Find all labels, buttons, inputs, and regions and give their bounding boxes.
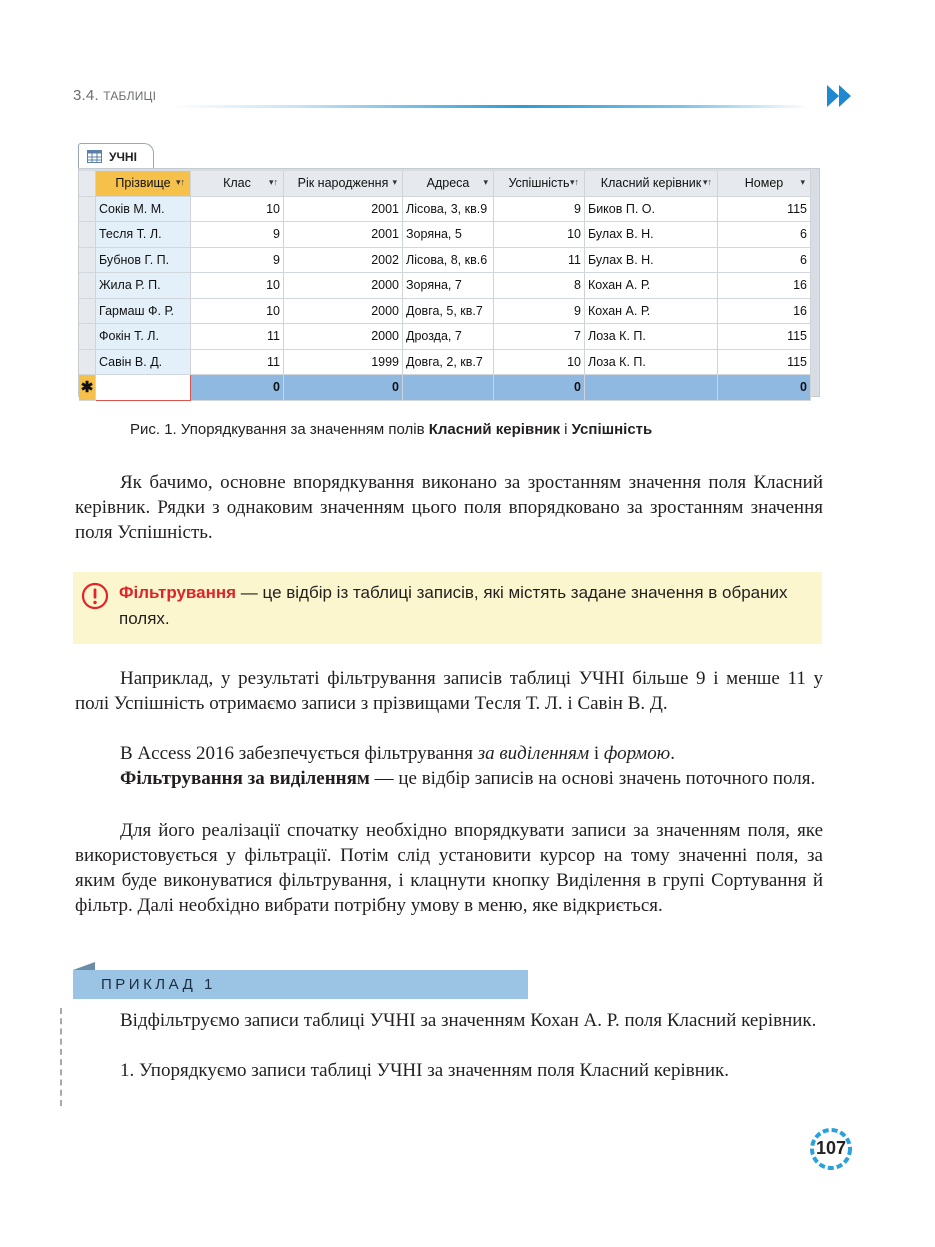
table-cell[interactable]: 0 (718, 375, 811, 401)
example-heading: ПРИКЛАД 1 (73, 970, 528, 999)
row-selector[interactable] (79, 196, 96, 222)
paragraph: Для його реалізації спочатку необхідно впорядкувати записи за значенням поля, яке використовується у фільтрації. Потім слід установити курсор на тому значенні поля, за яким буде виконуватися фільтрування, і клацнути кнопку Виділення в групі Сортування й фільтр. Далі необхідно вибрати потрібну умову в меню, яке відкриється. (75, 820, 823, 916)
table-cell[interactable]: Кохан А. Р. (585, 273, 718, 299)
column-header[interactable]: Успішність ▾↑ (494, 171, 585, 196)
table-cell[interactable]: Булах В. Н. (585, 222, 718, 248)
table-cell[interactable]: Савін В. Д. (96, 349, 191, 375)
example-margin-rule (60, 1008, 62, 1106)
table-cell[interactable]: 9 (191, 247, 284, 273)
table-cell[interactable]: Кохан А. Р. (585, 298, 718, 324)
table-cell[interactable]: 115 (718, 324, 811, 350)
table-cell[interactable]: 2000 (284, 273, 403, 299)
row-selector[interactable] (79, 324, 96, 350)
exclamation-icon (81, 582, 109, 610)
paragraph: Фільтрування за виділенням — це відбір записів на основі значень поточного поля. (120, 768, 816, 789)
example-paragraph: 1. Упорядкуємо записи таблиці УЧНІ за значенням поля Класний керівник. (120, 1060, 730, 1081)
section-title: ТАБЛИЦІ (103, 89, 157, 103)
sort-asc-icon: ▾↑ (268, 177, 278, 187)
table-cell[interactable]: 1999 (284, 349, 403, 375)
table-cell[interactable] (585, 375, 718, 401)
table-cell[interactable]: 16 (718, 273, 811, 299)
definition-box (73, 572, 822, 644)
column-header[interactable]: Рік народження ▾ (284, 171, 403, 196)
table-cell[interactable]: 11 (494, 247, 585, 273)
table-row[interactable] (79, 196, 811, 222)
row-selector[interactable] (79, 273, 96, 299)
table-cell[interactable]: Зоряна, 7 (403, 273, 494, 299)
example-bar-fold (73, 962, 95, 970)
table-cell[interactable]: Соків М. М. (96, 196, 191, 222)
paragraph: Як бачимо, основне впорядкування виконано за зростанням значення поля Класний керівник. Рядки з однаковим значенням цього поля впорядковано за зростанням значення поля Успішність. (75, 472, 823, 543)
table-cell[interactable]: Фокін Т. Л. (96, 324, 191, 350)
table-cell[interactable]: 10 (191, 196, 284, 222)
row-selector[interactable] (79, 349, 96, 375)
table-cell[interactable]: 10 (494, 349, 585, 375)
table-cell[interactable]: 9 (494, 196, 585, 222)
paragraph: В Access 2016 забезпечується фільтрування за виділенням і формою. (120, 743, 675, 764)
table-tab[interactable] (78, 143, 154, 170)
table-cell[interactable]: 8 (494, 273, 585, 299)
row-selector[interactable] (79, 222, 96, 248)
table-cell[interactable]: Лоза К. П. (585, 349, 718, 375)
dropdown-icon: ▾ (800, 177, 805, 187)
table-row[interactable] (79, 247, 811, 273)
table-cell[interactable]: Жила Р. П. (96, 273, 191, 299)
running-header (73, 87, 156, 104)
table-row[interactable] (79, 324, 811, 350)
header-rule (170, 105, 810, 108)
column-header[interactable]: Клас ▾↑ (191, 171, 284, 196)
tab-label: УЧНІ (109, 150, 137, 164)
table-cell[interactable]: Лісова, 8, кв.6 (403, 247, 494, 273)
dropdown-icon: ▾ (392, 177, 397, 187)
table-cell[interactable]: 7 (494, 324, 585, 350)
table-row[interactable] (79, 349, 811, 375)
table-cell[interactable]: Довга, 5, кв.7 (403, 298, 494, 324)
table-cell[interactable]: 10 (191, 298, 284, 324)
table-row[interactable] (79, 298, 811, 324)
table-cell[interactable]: 2000 (284, 298, 403, 324)
table-cell[interactable]: 6 (718, 247, 811, 273)
figure-caption: Рис. 1. Упорядкування за значенням полів Класний керівник і Успішність (130, 421, 653, 438)
table-cell[interactable]: Довга, 2, кв.7 (403, 349, 494, 375)
table-cell[interactable] (403, 375, 494, 401)
table-cell[interactable]: 115 (718, 349, 811, 375)
table-cell[interactable]: 2001 (284, 196, 403, 222)
column-header[interactable]: Адреса ▾ (403, 171, 494, 196)
sort-asc-icon: ▾↑ (569, 177, 579, 187)
table-cell[interactable]: 0 (191, 375, 284, 401)
table-cell[interactable]: Дрозда, 7 (403, 324, 494, 350)
table-cell[interactable]: 10 (191, 273, 284, 299)
column-header[interactable]: Класний керівник ▾↑ (585, 171, 718, 196)
definition-text: Фільтрування — це відбір із таблиці записів, які містять задане значення в обраних полях. (119, 583, 788, 628)
dropdown-icon: ▾ (483, 177, 488, 187)
table-cell[interactable]: Гармаш Ф. Р. (96, 298, 191, 324)
table-cell[interactable]: Бубнов Г. П. (96, 247, 191, 273)
table-cell[interactable]: 6 (718, 222, 811, 248)
table-cell[interactable] (96, 375, 191, 401)
table-cell[interactable]: 16 (718, 298, 811, 324)
double-chevron-icon (826, 82, 854, 110)
table-cell[interactable]: Зоряна, 5 (403, 222, 494, 248)
column-header[interactable]: Номер ▾ (718, 171, 811, 196)
example-paragraph: Відфільтруємо записи таблиці УЧНІ за значенням Кохан А. Р. поля Класний керівник. (120, 1010, 817, 1031)
sort-asc-icon: ▾↑ (175, 177, 185, 187)
table-cell[interactable]: Лоза К. П. (585, 324, 718, 350)
records-table (79, 171, 811, 401)
table-cell[interactable]: Тесля Т. Л. (96, 222, 191, 248)
table-row[interactable] (79, 222, 811, 248)
table-cell[interactable]: 10 (494, 222, 585, 248)
datasheet-figure (78, 143, 818, 395)
table-cell[interactable]: 2001 (284, 222, 403, 248)
sort-asc-icon: ▾↑ (702, 177, 712, 187)
table-cell[interactable]: 0 (494, 375, 585, 401)
table-row[interactable] (79, 273, 811, 299)
table-icon (87, 150, 102, 163)
table-cell[interactable]: Булах В. Н. (585, 247, 718, 273)
new-record-row[interactable] (79, 375, 811, 401)
table-cell[interactable]: 11 (191, 324, 284, 350)
header-row (79, 171, 811, 196)
table-cell[interactable]: 115 (718, 196, 811, 222)
row-selector[interactable] (79, 298, 96, 324)
datasheet-grid (78, 168, 820, 397)
column-header[interactable]: Прізвище ▾↑ (96, 171, 191, 196)
table-cell[interactable]: 9 (494, 298, 585, 324)
table-cell[interactable]: 2002 (284, 247, 403, 273)
page-number: 107 (815, 1138, 847, 1158)
section-number: 3.4. (73, 87, 99, 104)
select-all-corner[interactable] (79, 171, 96, 196)
table-cell[interactable]: 0 (284, 375, 403, 401)
table-cell[interactable]: Биков П. О. (585, 196, 718, 222)
paragraph: Наприклад, у результаті фільтрування записів таблиці УЧНІ більше 9 і менше 11 у полі Успішність отримаємо записи з прізвищами Тесля Т. Л. і Савін В. Д. (75, 668, 823, 714)
table-cell[interactable]: 11 (191, 349, 284, 375)
table-cell[interactable]: 9 (191, 222, 284, 248)
new-record-icon: ✱ (79, 375, 96, 401)
table-cell[interactable]: 2000 (284, 324, 403, 350)
row-selector[interactable] (79, 247, 96, 273)
table-cell[interactable]: Лісова, 3, кв.9 (403, 196, 494, 222)
